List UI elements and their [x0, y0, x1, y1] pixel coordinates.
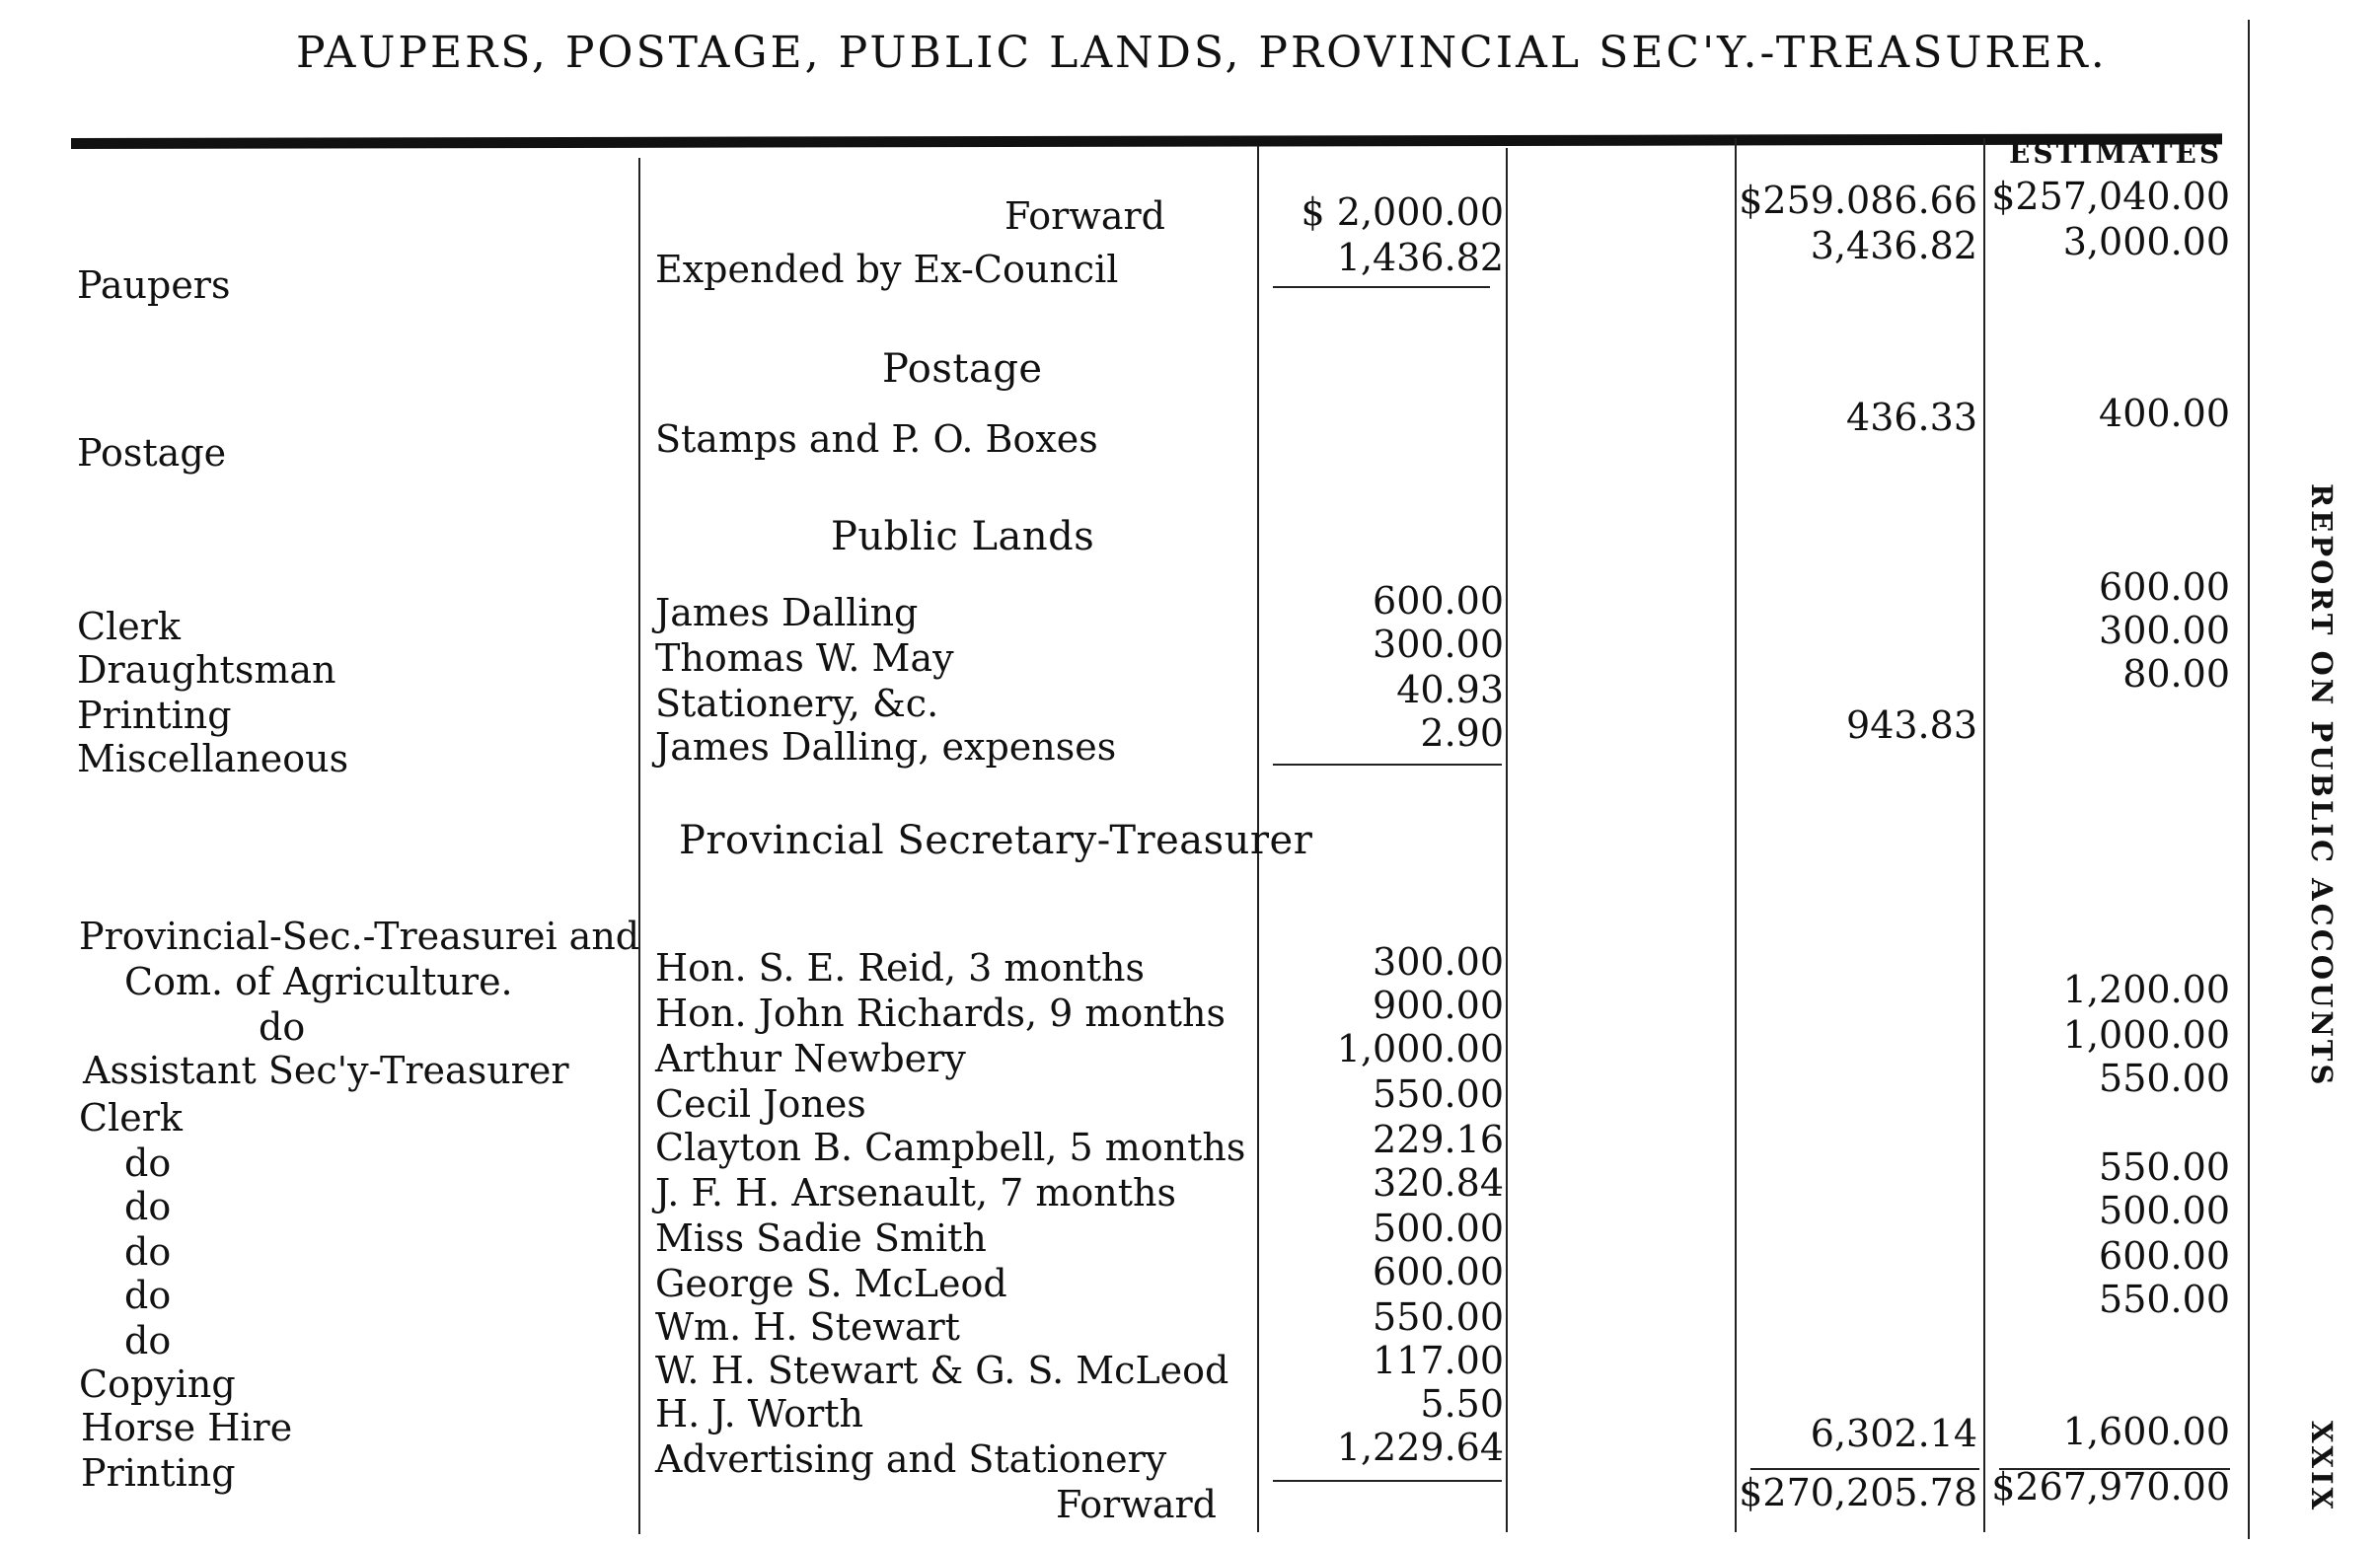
column-rule-label — [638, 158, 640, 1534]
forward-top-amount: $ 2,000.00 — [1301, 190, 1504, 234]
prov-label: Com. of Agriculture. — [124, 960, 513, 1003]
prov-description: Hon. John Richards, 9 months — [655, 992, 1226, 1035]
prov-label: do — [259, 1005, 306, 1049]
public-lands-label: Printing — [77, 694, 232, 737]
prov-description: Miss Sadie Smith — [655, 1216, 987, 1260]
public-lands-heading: Public Lands — [831, 514, 1095, 559]
page-title: PAUPERS, POSTAGE, PUBLIC LANDS, PROVINCIAL SEC'Y.-TREASURER. — [296, 28, 2108, 78]
prov-amount: 1,229.64 — [1336, 1426, 1504, 1469]
prov-estimate: 550.00 — [2099, 1278, 2230, 1321]
public-lands-label: Miscellaneous — [77, 737, 349, 780]
sum-rule-paupers — [1273, 286, 1490, 288]
forward-bottom-total: $270,205.78 — [1739, 1471, 1977, 1514]
prov-description: George S. McLeod — [655, 1262, 1007, 1305]
prov-description: H. J. Worth — [655, 1392, 864, 1435]
public-lands-amount: 600.00 — [1373, 579, 1504, 623]
prov-amount: 320.84 — [1373, 1161, 1504, 1205]
prov-description: Wm. H. Stewart — [655, 1305, 960, 1349]
prov-amount: 5.50 — [1420, 1382, 1504, 1426]
prov-label: Copying — [79, 1362, 236, 1406]
paupers-description: Expended by Ex-Council — [655, 248, 1119, 291]
report-title-vertical: REPORT ON PUBLIC ACCOUNTS — [2305, 483, 2339, 1088]
prov-estimate: 1,600.00 — [2062, 1410, 2230, 1453]
column-rule-spacer — [1735, 138, 1737, 1532]
prov-amount: 600.00 — [1373, 1250, 1504, 1293]
prov-label: do — [124, 1274, 172, 1317]
page-number: XXIX — [2305, 1421, 2339, 1513]
prov-amount: 550.00 — [1373, 1295, 1504, 1339]
public-lands-estimate: 300.00 — [2099, 609, 2230, 652]
prov-description: Arthur Newbery — [655, 1037, 966, 1080]
prov-total: 6,302.14 — [1810, 1412, 1977, 1455]
prov-description: Cecil Jones — [655, 1082, 866, 1126]
column-rule-amount — [1506, 148, 1508, 1532]
public-lands-estimate: 80.00 — [2122, 652, 2230, 696]
postage-label: Postage — [77, 431, 227, 475]
prov-description: Hon. S. E. Reid, 3 months — [655, 946, 1146, 990]
public-lands-amount: 40.93 — [1396, 668, 1504, 711]
prov-label-line1: Provincial-Sec.-Treasurei and — [79, 915, 640, 958]
estimates-heading: ESTIMATES — [2009, 137, 2223, 170]
public-lands-description: James Dalling, expenses — [655, 725, 1117, 769]
prov-amount: 900.00 — [1373, 984, 1504, 1027]
column-rule-total — [1983, 138, 1985, 1532]
prov-amount: 300.00 — [1373, 940, 1504, 984]
prov-label: do — [124, 1230, 172, 1274]
prov-label: Printing — [81, 1451, 236, 1495]
prov-amount: 550.00 — [1373, 1072, 1504, 1116]
sum-rule-public-lands — [1273, 764, 1502, 766]
public-lands-amount: 300.00 — [1373, 623, 1504, 666]
public-lands-estimate: 600.00 — [2099, 565, 2230, 609]
prov-amount: 117.00 — [1373, 1339, 1504, 1382]
prov-label: do — [124, 1185, 172, 1228]
public-lands-description: Stationery, &c. — [655, 682, 939, 725]
prov-heading: Provincial Secretary-Treasurer — [679, 818, 1313, 863]
public-lands-description: Thomas W. May — [655, 636, 954, 680]
forward-top-total: $259.086.66 — [1739, 179, 1977, 222]
postage-description: Stamps and P. O. Boxes — [655, 417, 1098, 461]
forward-bottom-description: Forward — [1056, 1483, 1218, 1526]
margin-rule — [2248, 20, 2250, 1539]
public-lands-label: Draughtsman — [77, 648, 336, 692]
postage-heading: Postage — [882, 346, 1043, 392]
postage-estimate: 400.00 — [2099, 392, 2230, 435]
prov-label: Assistant Sec'y-Treasurer — [83, 1049, 569, 1092]
public-lands-label: Clerk — [77, 605, 181, 648]
public-lands-total: 943.83 — [1846, 703, 1977, 747]
prov-description: Advertising and Stationery — [655, 1437, 1167, 1481]
sum-rule-prov-amount — [1273, 1480, 1502, 1482]
prov-amount: 500.00 — [1373, 1207, 1504, 1250]
prov-estimate: 1,200.00 — [2062, 968, 2230, 1011]
prov-estimate: 1,000.00 — [2062, 1013, 2230, 1057]
top-rule — [71, 133, 2222, 149]
prov-estimate: 550.00 — [2099, 1057, 2230, 1100]
postage-total: 436.33 — [1846, 396, 1977, 439]
prov-label: do — [124, 1141, 172, 1185]
prov-label: Horse Hire — [81, 1406, 293, 1449]
public-lands-description: James Dalling — [655, 591, 919, 634]
prov-label: Clerk — [79, 1096, 183, 1140]
prov-estimate: 500.00 — [2099, 1189, 2230, 1232]
paupers-amount: 1,436.82 — [1336, 236, 1504, 279]
paupers-label: Paupers — [77, 263, 231, 307]
public-lands-amount: 2.90 — [1420, 711, 1504, 755]
paupers-estimate: 3,000.00 — [2062, 220, 2230, 263]
prov-description: Clayton B. Campbell, 5 months — [655, 1126, 1246, 1169]
forward-bottom-estimate: $267,970.00 — [1991, 1465, 2230, 1508]
prov-estimate: 550.00 — [2099, 1145, 2230, 1189]
prov-amount: 229.16 — [1373, 1118, 1504, 1161]
forward-top-estimate: $257,040.00 — [1991, 175, 2230, 218]
prov-estimate: 600.00 — [2099, 1234, 2230, 1278]
prov-description: W. H. Stewart & G. S. McLeod — [655, 1349, 1229, 1392]
paupers-total: 3,436.82 — [1810, 224, 1977, 267]
prov-amount: 1,000.00 — [1336, 1027, 1504, 1070]
prov-description: J. F. H. Arsenault, 7 months — [655, 1171, 1177, 1214]
prov-label: do — [124, 1319, 172, 1362]
forward-top-description: Forward — [1004, 194, 1166, 238]
sum-rule-prov-total — [1750, 1468, 1979, 1470]
